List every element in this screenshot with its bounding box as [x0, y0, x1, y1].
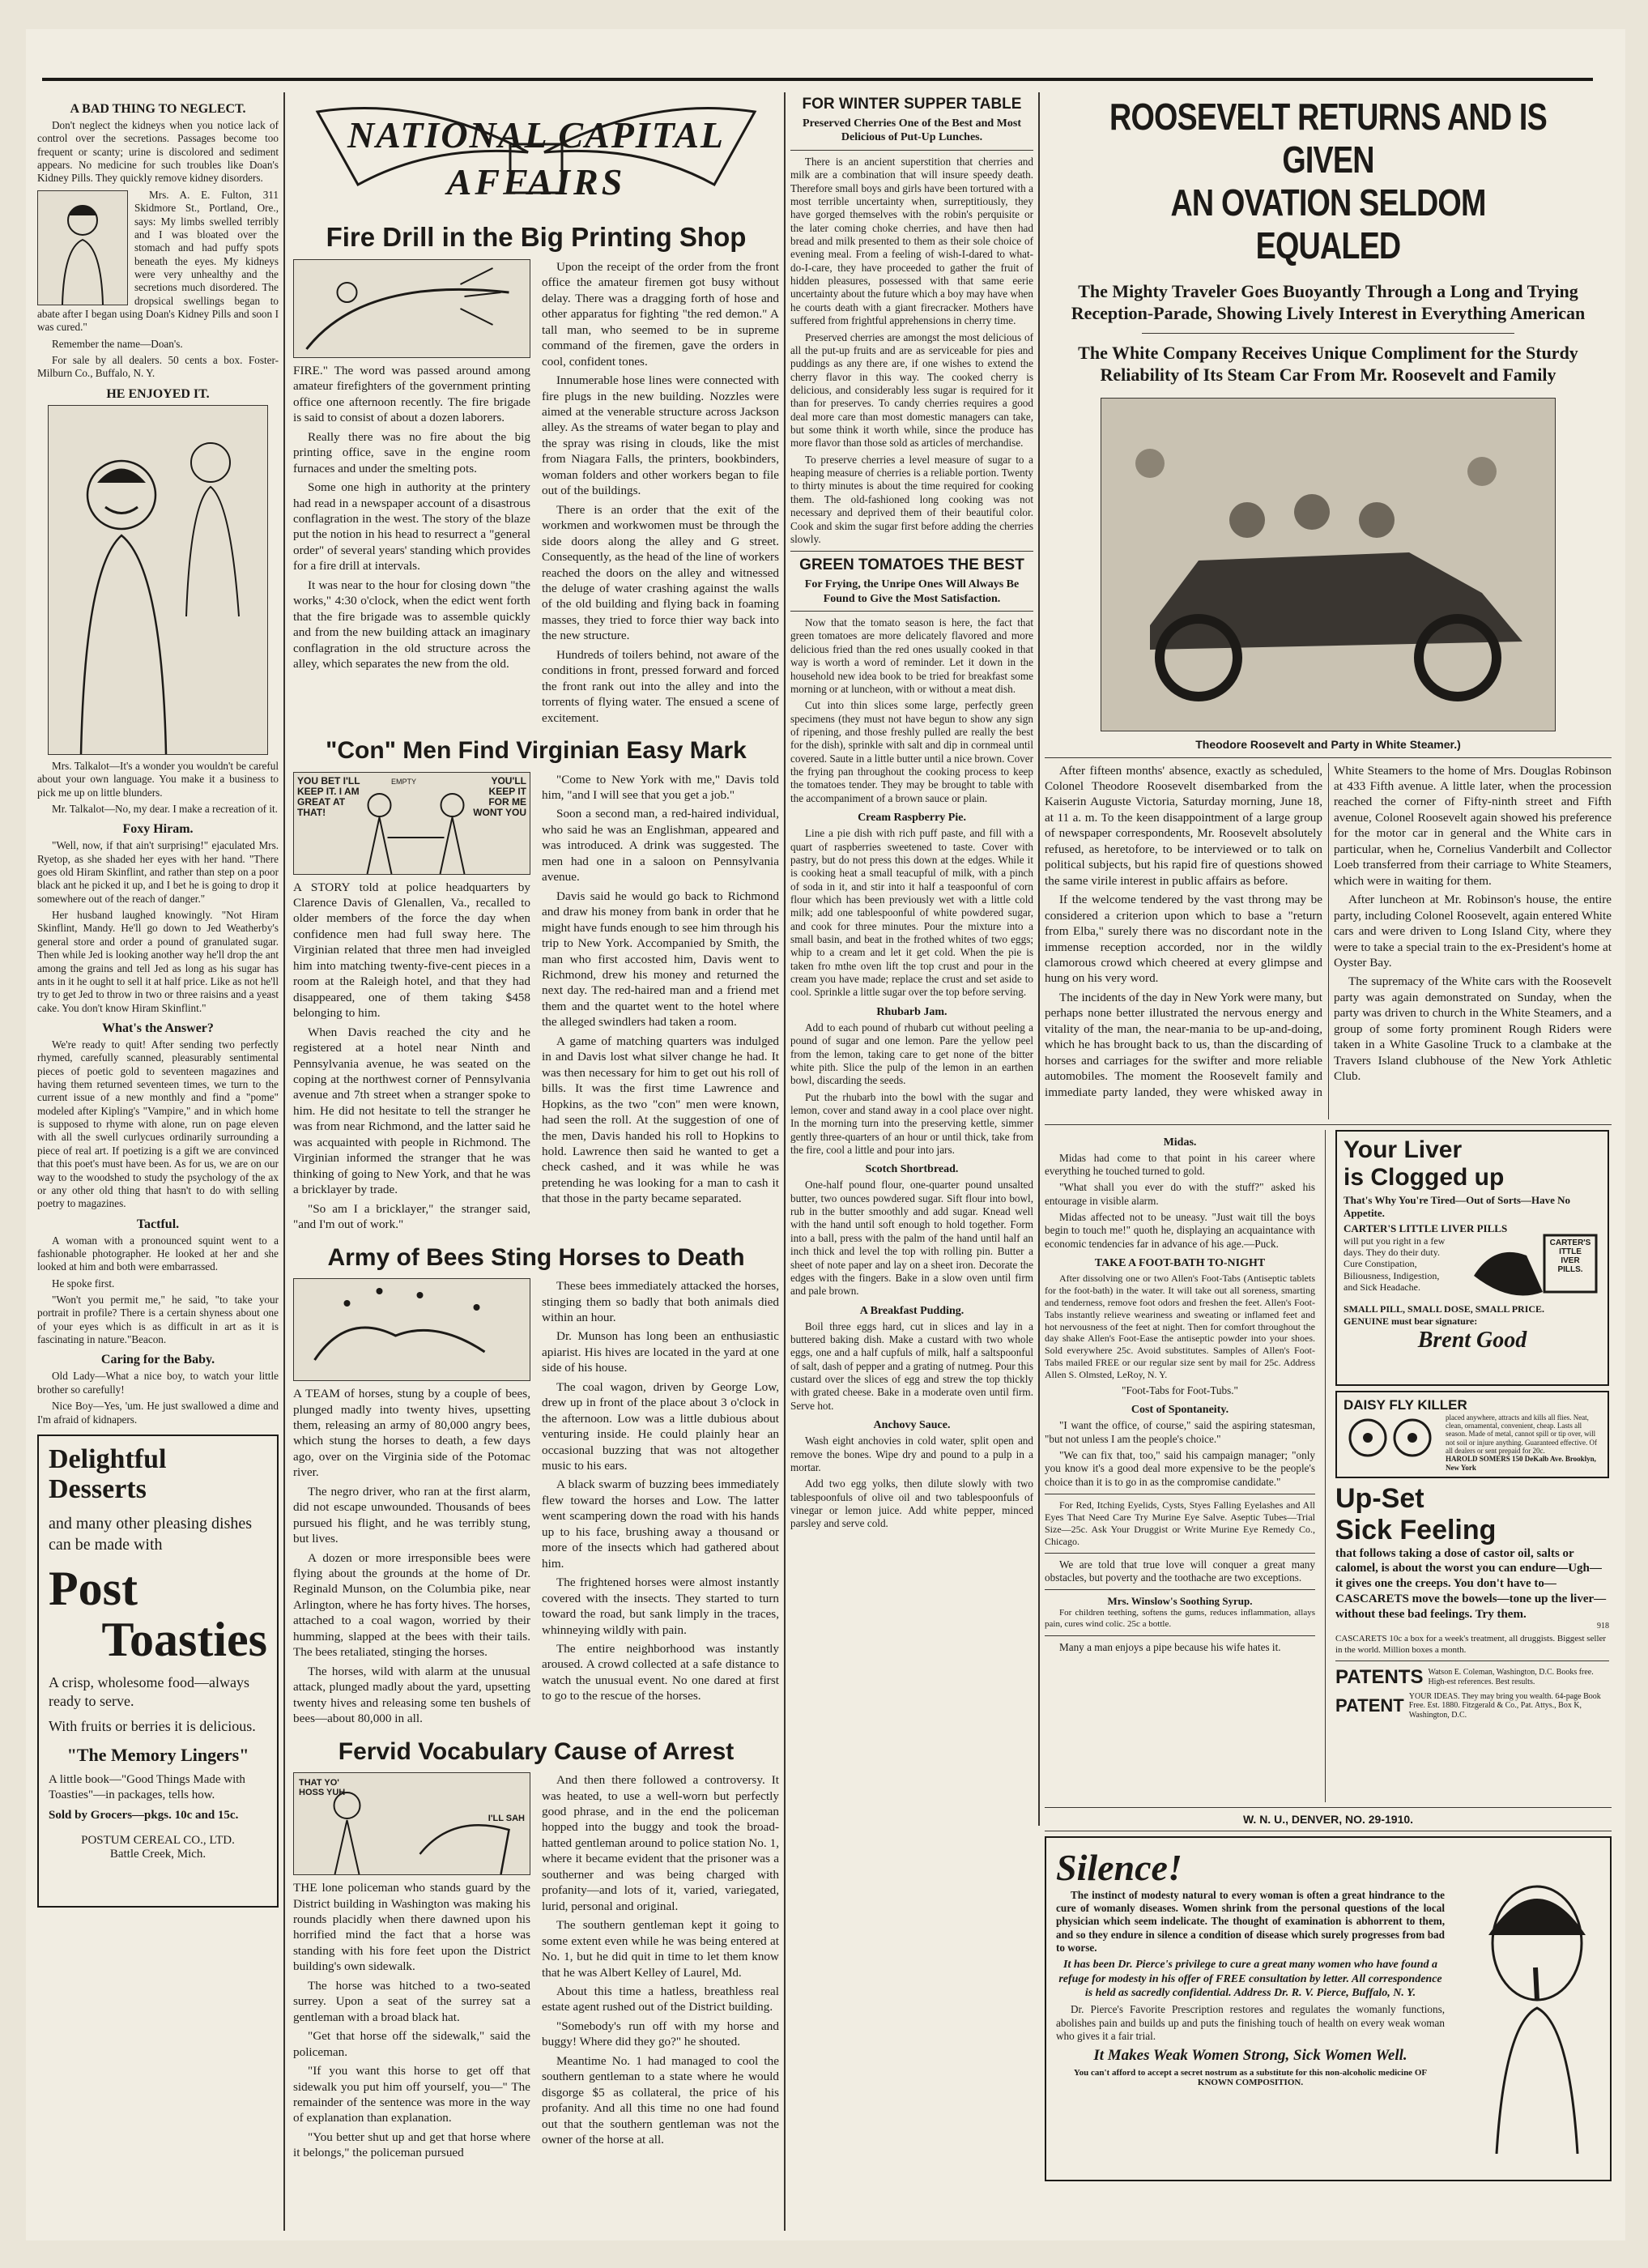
woman-finger-lips-illustration	[1472, 1846, 1602, 2154]
daisy-text: placed anywhere, attracts and kills all flies. Neat, clean, ornamental, convenient, cheap. Lasts all season. Made of metal, cannot spill or tip over, will not soil or injure anything. Guaranteed effective. Of all dealers or sent prepaid for 20c.	[1446, 1413, 1598, 1455]
top-rule	[42, 78, 1593, 81]
toasties-headline: Delightful Desserts	[49, 1443, 167, 1505]
patents-ad-1	[1335, 1666, 1609, 1689]
toasties-line3: With fruits or berries it is delicious.	[49, 1718, 256, 1735]
cascarets-ad	[1335, 1483, 1609, 1656]
supper-p1: There is an ancient superstition that cherries and milk are a combination that will insure speedy death. Therefore small boys and girls have been tortured with a most terrible uncertainty when, surreptitiously, they have gorged themselves with the robin's perquisite or the later coming choke cherries, and have then had bread and milk presented to them as their sole choice of evening meal. From a feeling of wish-I-dared to what-do-I-care, they have proceeded to gather the fruit of hidden pleasures, possessed with that same eerie uncertainty about the future which a boy may have when he courts death with a giant firecracker. Mothers have suffered from frightful apprehensions in cherry time.	[790, 155, 1033, 327]
carters-l5: GENUINE must bear signature:	[1344, 1315, 1478, 1327]
pillbox-label-2: ITTLE	[1559, 1247, 1582, 1256]
anchovy-p2: Add two egg yolks, then dilute slowly with two tablespoonfuls of olive oil and two tablespoonfuls of vinegar or lemon juice. Add white pepper, minced parsley and serve cold.	[790, 1477, 1033, 1530]
roosevelt-headline-2: AN OVATION SELDOM EQUALED	[1170, 181, 1486, 266]
fire-p8: Hundreds of toilers behind, not aware of the conditions in front, pressed forward and forced the front rank out into the alley and into the torrents of flying water. The ensued a scene of excitement.	[542, 647, 779, 725]
bees-p3: A dozen or more irresponsible bees were flying about the grounds at the home of Dr. Reginald Munson, on the Columbia pike, near Arlington, where he has forty hives. The horses, attached to a coal wagon, worried by their humming, slapped at the bees with their tails. The bees retaliated, stinging the horses.	[293, 1550, 530, 1660]
pudding-p1: Boil three eggs hard, cut in slices and lay in a buttered baking dish. Make a custard with two whole eggs, one and a half cupfuls of milk, half a saltspoonful of salt, dash of pepper and a grating of nutmeg. Pour this custard over the slices of egg and strew the top thickly with grated cheese. Bake in a moderate oven until firm. Serve hot.	[790, 1319, 1033, 1412]
tomatoes-subhead: For Frying, the Unripe Ones Will Always Be Found to Give the Most Satisfaction.	[804, 578, 1020, 605]
column-1	[37, 96, 279, 2234]
fervid-p9: "Somebody's run off with my horse and buggy! Where did they go?" he shouted.	[542, 2019, 779, 2049]
fervid-p8: About this time a hatless, breathless real estate agent rushed out of the District building.	[542, 1984, 779, 2014]
silence-p3: Dr. Pierce's Favorite Prescription restores and regulates the womanly functions, abolishes pain and builds up and puts the finishing touch of health on every weak woman who gives it a fair trial.	[1056, 2003, 1445, 2043]
bees-p6: Dr. Munson has long been an enthusiastic apiarist. His hives are located in the yard at one side of his house.	[542, 1329, 779, 1375]
upset-text: that follows taking a dose of castor oil, salts or calomel, is about the worst you can endure—Ugh—it gives one the creeps. You don't have to—CASCARETS move the bowels—tone up the liver—without these bad feelings. Try them.	[1335, 1546, 1607, 1621]
carters-l2: CARTER'S LITTLE LIVER PILLS	[1344, 1221, 1508, 1234]
bees-p9: The frightened horses were almost instantly covered with the insects. They started to turn toward the road, but sank limply in the traces, whinneying wildly with pain.	[542, 1575, 779, 1637]
daisy-flowers-icon	[1344, 1413, 1441, 1462]
fire-p3: Some one high in authority at the printery had read in a newspaper account of a disastrous conflagration in the west. The story of the blaze put the notion in his head to resurrect a "general order" of several years' standing which provides for a fire drill at intervals.	[293, 480, 530, 573]
pillbox-label-3: IVER	[1561, 1256, 1580, 1265]
toasties-slogan: "The Memory Lingers"	[66, 1744, 249, 1765]
silence-p2: It has been Dr. Pierce's privilege to cure a great many women who have found a refuge for modesty in his offer of FREE consultation by letter. All correspondence is held as sacredly confidential. Address Dr. R. V. Pierce, Buffalo, N. Y.	[1058, 1959, 1442, 2000]
shortbread-p1: One-half pound flour, one-quarter pound unsalted butter, two ounces powdered sugar. Sift flour into bowl, rub in the butter smoothly and add sugar. Knead well with the hand until soft enough to hold together. Form into a ball, press with the palm of the hand until half an inch thick and level the top with rolling pin. Butter a sheet of note paper and lay on a sheet iron. Decorate the edges with the fingers. Bake in a slow oven until firm and pale brown.	[790, 1179, 1033, 1298]
toasties-line5: Sold by Grocers—pkgs. 10c and 15c.	[49, 1808, 239, 1822]
tactful-title: Tactful.	[136, 1217, 180, 1231]
con-men-headline: "Con" Men Find Virginian Easy Mark	[326, 737, 747, 765]
roosevelt-deck-2: The White Company Receives Unique Compliment for the Sturdy Reliability of Its Steam Car From Mr. Roosevelt and Family	[1078, 342, 1578, 386]
fire-p5: Upon the receipt of the order from the front office the amateur firemen got busy without delay. There was a dragging forth of hose and other apparatus for fighting "the red demon." A tall man, who seemed to be in supreme command of the firemen, gave the orders in cool, confident tones.	[542, 259, 779, 369]
national-capital-masthead	[309, 96, 763, 217]
bees-p8: A black swarm of buzzing bees immediately flew toward the horses and Low. The latter went scampering down the road with his hands up to his face, brushing away a thousand or more of the insects which had gathered about him.	[542, 1477, 779, 1571]
footbath-p1: After dissolving one or two Allen's Foot-Tabs (Antiseptic tablets for the foot-bath) in the water. It will take out all soreness, smarting and tenderness, remove foot odors and freshen the feet. Allen's Foot-Tabs instantly relieve weariness and sweating or inflamed feet and hot nervousness of the feet at night. Then for comfort throughout the day shake Allen's Foot-Ease the antiseptic powder into your shoes. Sold everywhere 25c. Avoid substitutes. Samples of Allen's Foot-Tabs mailed FREE or our regular size sent by mail for 25c. Address Allen S. Olmsted, LeRoy, N. Y.	[1045, 1273, 1315, 1381]
silence-headline: Silence!	[1056, 1846, 1182, 1888]
anchovy-p1: Wash eight anchovies in cold water, split open and remove the bones. Wipe dry and pound to a pulp in a mortar.	[790, 1435, 1033, 1473]
baby-title: Caring for the Baby.	[100, 1353, 215, 1367]
roosevelt-headline-1: ROOSEVELT RETURNS AND IS GIVEN	[1109, 96, 1547, 181]
answer-title: What's the Answer?	[102, 1021, 214, 1035]
roosevelt-p4: After luncheon at Mr. Robinson's house, the entire party, including Colonel Roosevelt, again entered White cars and were driven to Long Island City, where they were to take a special train to the ex-President's home at Oyster Bay.	[1334, 893, 1612, 970]
raspberry-title: Cream Raspberry Pie.	[858, 812, 966, 825]
con-bubble-3: EMPTY	[391, 777, 417, 786]
bees-headline: Army of Bees Sting Horses to Death	[327, 1243, 745, 1271]
patents2-text: YOUR IDEAS. They may bring you wealth. 64-page Book Free. Est. 1880. Fitzgerald & Co., Pat. Attys., Box K, Washington, D.C.	[1408, 1691, 1601, 1720]
carters-ad	[1335, 1130, 1609, 1386]
patents1-head: PATENTS	[1335, 1665, 1424, 1688]
supper-p2: Preserved cherries are amongst the most delicious of all the put-up fruits and are as serviceable for pies and puddings as any there are, if one wishes to extend the cherry flavor in this way. The cooked cherry is delicious, and considerably less sugar is required for it than for preserves. To candy cherries requires a good deal more care than most domestic managers can take, but some think it worth while, since the produce has more flavor than those sold as articles of merchandise.	[790, 330, 1033, 450]
column-4	[1045, 96, 1612, 2234]
carters-l4: SMALL PILL, SMALL DOSE, SMALL PRICE.	[1344, 1302, 1545, 1315]
daisy-maker: HAROLD SOMERS 150 DeKalb Ave. Brooklyn, New York	[1446, 1455, 1596, 1472]
column-rule-3	[1038, 92, 1040, 1826]
upset-h2: Sick Feeling	[1335, 1514, 1497, 1545]
bees-p4: The horses, wild with alarm at the unusual attack, plunged madly about the yard, upsetting twenty hives and releasing some ten bushels of bees—about 80,000 in all.	[293, 1664, 530, 1726]
silence-p4: You can't afford to accept a secret nostrum as a substitute for this non-alcoholic medicine OF KNOWN COMPOSITION.	[1073, 2067, 1428, 2087]
fire-p1: FIRE." The word was passed around among amateur firefighters of the government printing office one afternoon recently. The fire brigade is said to consist of about a dozen laborers.	[293, 363, 530, 425]
dr-pierce-ad	[1045, 1836, 1612, 2181]
spontaneity-title: Cost of Spontaneity.	[1131, 1404, 1229, 1417]
roosevelt-p2: If the welcome tendered by the vast throng may be considered a criterion upon which to base a "return from Elba," surely there was no discordant note in the immense reception accorded, nor in the wildly clamorous crowd which cheered at every glimpse and hung on his very word.	[1045, 893, 1322, 986]
roosevelt-p5: The supremacy of the White cars with the Roosevelt party was again demonstrated on Sunday, when the party was driven to church in the White Steamers, and a group of some forty prominent Rough Riders were taken in a White Gasoline Truck to a clambake at the Travers Island clubhouse of the New York Athletic Club.	[1334, 974, 1612, 1084]
kidney-woman-illustration	[37, 190, 128, 305]
con-p6: Davis said he would go back to Richmond and draw his money from bank in order that he might have funds enough to see him through his trip to New York. Accompanied by Smith, the man who first accosted him, Davis went to Richmond, drew his money and returned the next day. The red-haired man and a friend met them and the quartet went to the hotel where the alleged swindlers had taken a room.	[542, 889, 779, 1030]
carters-h2: is Clogged up	[1344, 1163, 1505, 1191]
fervid-p5: "You better shut up and get that horse where it belongs," the policeman pursued	[293, 2129, 530, 2160]
winslow-text: For children teething, softens the gums, reduces inflammation, allays pain, cures wind colic. 25c a bottle.	[1045, 1608, 1315, 1629]
roosevelt-p3: The incidents of the day in New York were many, but perhaps none better illustrated the nervous energy and vitality of the man, the near-mania to be up-and-doing, which he has brought back to us, than the discarding of horses and carriages for the swifter and more reliable automobiles. The moment the Roosevelt family and immediate party landed, they were whisked away in White Steamers to the home of Mrs. Douglas Robinson at 433 Fifth avenue. A little later, when the procession reached the corner of Fifty-ninth street and Fifth avenue, Colonel Roosevelt again showed his preference for the motor car in general and the White cars in particular, when he, Cornelius Vanderbilt and Collector Loeb transferred from their carriage to White Steamers, which were in waiting for them.	[1045, 763, 1612, 1099]
pipe-text: Many a man enjoys a pipe because his wife hates it.	[1059, 1640, 1281, 1653]
toasties-city: Battle Creek, Mich.	[109, 1847, 207, 1861]
tactful-p3: "Won't you permit me," he said, "to take your portrait in profile? There is a certain shyness about one of your eyes which is as difficult in art as it is fascinating in nature."Beacon.	[37, 1294, 279, 1346]
pudding-title: A Breakfast Pudding.	[859, 1304, 965, 1317]
fervid-illustration	[293, 1772, 530, 1875]
daisy-fly-killer-ad	[1335, 1391, 1609, 1478]
fervid-p3: "Get that horse off the sidewalk," said the policeman.	[293, 2029, 530, 2059]
raspberry-p1: Line a pie dish with rich puff paste, and fill with a quart of raspberries sweetened to taste. Cover with pastry, but do not press this down at the edges. While it is cooking heat a small teacupful of milk, with a pinch of soda in it, and stir into it half a teaspoonful of corn flour which has been previously wet with a little cold milk; add one tablespoonful of white powdered sugar, and cook for three minutes. Pour the mixture into a small basin, and beat in the frothed whites of two eggs; whip to a cream and let it get cold. When the pie is taken fro mthe oven lift the top crust and pour in the cream you have made; replace the crust and set aside to cool. Sprinkle a little sugar over the top before serving.	[790, 827, 1033, 999]
winslow-title: Mrs. Winslow's Soothing Syrup.	[1107, 1595, 1253, 1608]
con-p2: When Davis reached the city and he registered at a hotel near Ninth and Pennsylvania avenue, he was seated on the coping at the northwest corner of Pennsylvania avenue and 7th street when a stranger spoke to him. He did not hesitate to tell the stranger he was from near Richmond, and the latter said he was acquainted with people in Richmond. The Virginian informed the stranger that he was thinking of going to New York, and that he was a bricklayer by trade.	[293, 1025, 530, 1197]
answer-p1: We're ready to quit! After sending two perfectly rhymed, carefully scanned, pleasurably sentimental pieces of poetic gold to seventeen magazines and having them returned seventeen times, we turn to the current issue of a new monthly and find a "pome" modeled after Kipling's "Vampire," and in which home is supposed to rhyme with alone, run on page eleven with all the swell curlycues ordinarily surrounding a piece of real art. If poetizing is a gift we are convinced that this poet's must have been. As for us, we are on our way to the woodshed to study the psychology of the ax or any other old thing that hasn't to do with selling poetry to magazines.	[37, 1038, 279, 1210]
fire-p6: Innumerable hose lines were connected with fire plugs in the new building. Nozzles were aimed at the venerable structure across Jackson alley. As the streams of water began to play and the spray was rising in clouds, like the mist from Niagara Falls, the printers, bookbinders, woman folders and other workers began to file out of the buildings.	[542, 373, 779, 498]
upset-small: CASCARETS 10c a box for a week's treatment, all druggists. Biggest seller in the world. Million boxes a month.	[1335, 1634, 1607, 1655]
con-p4: "Come to New York with me," Davis told him, "and I will see that you get a job."	[542, 772, 779, 803]
fervid-bubble-1: THAT YO' HOSS YUH	[299, 1778, 346, 1798]
rhubarb-p1: Add to each pound of rhubarb cut without peeling a pound of sugar and one lemon. Pare the yellow peel from the lemon, taking care to get none of the bitter white pith. Slice the pulp of the lemon in an earthen bowl, discarding the seeds.	[790, 1021, 1033, 1087]
baby-p1: Old Lady—What a nice boy, to watch your little brother so carefully!	[37, 1370, 279, 1396]
con-p5: Soon a second man, a red-haired individual, who said he was an Englishman, appeared and was introduced. A drink was suggested. The men had one in a saloon on Pennsylvania avenue.	[542, 807, 779, 885]
post-toasties-ad	[37, 1435, 279, 1908]
fervid-p10: Meantime No. 1 had managed to cool the southern gentleman to a state where he would disgorge $5 as collateral, the price of his profanity. And all this time no one had found out that the southern gentleman was not the owner of the horse at all.	[542, 2053, 779, 2147]
carters-h1: Your Liver	[1344, 1136, 1463, 1163]
silence-h2: It Makes Weak Women Strong, Sick Women Well.	[1093, 2046, 1407, 2064]
roosevelt-p1: After fifteen months' absence, exactly as scheduled, Colonel Theodore Roosevelt disembarked from the Kaiserin Auguste Victoria, Saturday morning, June 18, at 11 a. m. To the keen disappointment of a large group of newspaper correspondents, Mr. Roosevelt absolutely refused, as heretofore, to be interviewed or to talk on political subjects, but his rapid fire of questions showed the same virile interest in public affairs as before.	[1045, 763, 1322, 888]
con-p1: A STORY told at police headquarters by Clarence Davis of Glenallen, Va., recalled to older members of the force the day when confidence men had full sway here. The Virginian related that three men had inveigled him into matching twenty-five-cent pieces in a room at the Raleigh hotel, and that they had disappeared, one of them taking $458 belonging to him.	[293, 880, 530, 1021]
fire-drill-headline: Fire Drill in the Big Printing Shop	[326, 222, 747, 252]
miscellany-subcolumn	[1045, 1130, 1315, 1802]
tomatoes-p1: Now that the tomato season is here, the fact that green tomatoes are more delicately flavored and more delicious fried than the red ones usually cooked in that way is worth a word of reminder. Let it down in the household new idea book to be tried for breakfast some morning or at luncheon, with or without a meat dish.	[790, 616, 1033, 695]
masthead-line-1: NATIONAL CAPITAL	[347, 114, 726, 156]
midas-title: Midas.	[1163, 1136, 1197, 1149]
talkalot-cartoon	[48, 405, 268, 755]
shortbread-title: Scotch Shortbread.	[865, 1163, 959, 1176]
foxy-p2: Her husband laughed knowingly. "Not Hiram Skinflint, Mandy. He'll go down to Jed Weatherby's general store and order a pound of granulated sugar. Then while Jed is looking another way he'll drop the ant among the grains and tell Jed as long as his sugar has ants in it he ought to sell it at half price. Like as not he'll try to get Jed to throw in two or three raisins and a yeast cake. You don't know Hiram Skinflint."	[37, 909, 279, 1014]
con-p3: "So am I a bricklayer," the stranger said, "and I'm out of work."	[293, 1201, 530, 1232]
spontaneity-p1: "I want the office, of course," said the aspiring statesman, "but not unless I am the people's choice."	[1045, 1419, 1315, 1445]
supper-headline: FOR WINTER SUPPER TABLE	[802, 96, 1022, 113]
tomatoes-p2: Cut into thin slices some large, perfectly green specimens (they must not have begun to show any sign of ripening, and those freshly pulled are really the best for the dish), sprinkle with salt and dip in cornmeal until covered. Saute in a little butter until a nice brown. Cover the frying pan throughout the cooking process to keep the tomatoes tender. They may be brought to table with the accompaniment of a brown sauce or plain.	[790, 699, 1033, 804]
spontaneity-p2: "We can fix that, too," said his campaign manager; "only you know it's a good deal more expensive to be the people's choice than it is to go in as the compromise candidate."	[1045, 1449, 1315, 1488]
love-text: We are told that true love will conquer a great many obstacles, but poverty and the toothache are two exceptions.	[1045, 1558, 1315, 1584]
roosevelt-photo-caption: Theodore Roosevelt and Party in White Steamer.)	[1195, 737, 1461, 751]
foxy-p1: "Well, now, if that ain't surprising!" ejaculated Mrs. Ryetop, as she shaded her eyes with her hand. "There goes old Hiram Skinflint, and rather than step on a poor black ant he picked it up, and I bet he is going to drop it somewhere out of the reach of danger."	[37, 839, 279, 905]
tactful-p2: He spoke first.	[52, 1277, 115, 1290]
tactful-p1: A woman with a pronounced squint went to a fashionable photographer. He looked at her and she looked at him and both were embarrassed.	[37, 1234, 279, 1273]
pillbox-label-1: CARTER'S	[1549, 1238, 1591, 1247]
footbath-title: TAKE A FOOT-BATH TO-NIGHT	[1094, 1257, 1266, 1270]
bees-illustration	[293, 1278, 530, 1381]
ads-subcolumn	[1335, 1130, 1609, 1802]
column-rule-2	[784, 92, 786, 2231]
roosevelt-deck-1: The Mighty Traveler Goes Buoyantly Through a Long and Trying Reception-Parade, Showing Lively Interest in Everything American	[1071, 280, 1586, 324]
patents2-head: PATENT	[1335, 1695, 1404, 1716]
fervid-p2: The horse was hitched to a two-seated surrey. Upon a seat of the surrey sat a gentleman with a broad black hat.	[293, 1978, 530, 2024]
con-bubble-1: YOU BET I'LL KEEP IT. I AM GREAT AT THAT!	[297, 774, 360, 819]
carters-l3: will put you right in a few days. They do their duty. Cure Constipation, Biliousness, Indigestion, and Sick Headache.	[1344, 1234, 1446, 1294]
crow-pillbox-icon	[1470, 1227, 1599, 1316]
fervid-headline: Fervid Vocabulary Cause of Arrest	[338, 1737, 735, 1765]
supper-p3: To preserve cherries a level measure of sugar to a heaping measure of cherries is a reliable portion. Twenty to thirty minutes is about the time required for cooking them. The old-fashioned long cooking was not necessary and deprived them of their beautiful color. Cook and skim the sugar first before adding the cherries slowly.	[790, 453, 1033, 545]
con-bubble-2: YOU'LL KEEP IT FOR ME WONT YOU	[473, 774, 526, 819]
footbath-p2: "Foot-Tabs for Foot-Tubs."	[1122, 1383, 1238, 1396]
silence-p1: The instinct of modesty natural to every woman is often a great hindrance to the cure of womanly diseases. Women shrink from the personal questions of the local physician which seem indelicate. The thought of examination is abhorrent to them, and so they endure in silence a condition of disease which surely progresses from bad to worse.	[1056, 1888, 1445, 1954]
toasties-brand-2: Toasties	[101, 1612, 267, 1666]
fire-p2: Really there was no fire about the big printing office, save in the engine room furnaces and under the smelting pots.	[293, 429, 530, 475]
wnu-footer: W. N. U., DENVER, NO. 29-1910.	[1242, 1812, 1414, 1826]
kidney-p2: Mrs. A. E. Fulton, 311 Skidmore St., Portland, Ore., says: My limbs swelled terribly and I was bloated over the stomach and had puffy spots beneath the eyes. My kidneys were very unhealthy and the secretions much disordered. The dropsical swellings began to abate after I began using Doan's Kidney Pills and soon I was cured."	[37, 188, 279, 334]
con-men-illustration	[293, 772, 530, 875]
fervid-p7: The southern gentleman kept it going to some extent even while he was being entered at No. 1, but he did quit in time to let them know that he was Albert Kelley of Laurel, Md.	[542, 1918, 779, 1980]
fervid-p4: "If you want this horse to get off that sidewalk you put him off yourself, you—" The remainder of the sentence was more in the way of explanation than explanation.	[293, 2064, 530, 2125]
enjoyed-p1: Mrs. Talkalot—It's a wonder you wouldn't be careful about your own language. You make it a business to pick me up on little blunders.	[37, 759, 279, 799]
toasties-line4: A little book—"Good Things Made with Toasties"—in packages, tells how.	[49, 1772, 245, 1802]
fire-p4: It was near to the hour for closing down "the works," 4:30 o'clock, when the edict went forth that the fire brigade was to assemble quickly and from the new building attack an imaginary conflagration in the old structure across the alley, which separates the new from the old.	[293, 578, 530, 671]
supper-subhead: Preserved Cherries One of the Best and Most Delicious of Put-Up Lunches.	[803, 117, 1021, 144]
fervid-p6: And then there followed a controversy. It was heated, to use a well-worn but perfectly good phrase, and in the end the policeman hopped into the buggy and took the broad-hatted gentleman around to police station No. 1, where it became evident that the prisoner was a southerner and was being charged with profanity—and lots of it, varied, variegated, lurid, personal and original.	[542, 1773, 779, 1913]
upset-num: 918	[1597, 1622, 1609, 1631]
firemen-hose-icon	[294, 260, 530, 357]
foxy-title: Foxy Hiram.	[122, 822, 194, 837]
woman-figure-icon	[38, 191, 127, 305]
column-rule-1	[283, 92, 285, 2231]
patents-ad-2	[1335, 1692, 1609, 1720]
baby-p2: Nice Boy—Yes, 'um. He just swallowed a dime and I'm afraid of kidnapers.	[37, 1400, 279, 1426]
newspaper-page	[26, 29, 1625, 2240]
toasties-brand-1: Post	[49, 1561, 138, 1615]
fervid-bubble-2: I'LL SAH	[488, 1814, 525, 1824]
toasties-line1: and many other pleasing dishes can be made with	[49, 1514, 253, 1554]
fire-p7: There is an order that the exit of the workmen and workwomen must be through the side doors along the alley and G street. Consequently, as the head of the line of workers reached the doors on the alley and witnessed the deluge of water crashing against the walls of the old building and flying back in foaming masses, they tried to force thier way back into the new structure.	[542, 502, 779, 643]
enjoyed-p2: Mr. Talkalot—No, my dear. I make a recreation of it.	[52, 802, 278, 815]
couple-cartoon-icon	[49, 406, 267, 754]
toasties-maker: POSTUM CEREAL CO., LTD.	[81, 1833, 235, 1847]
upset-h1: Up-Set	[1335, 1482, 1424, 1514]
woman-portrait-icon	[1472, 1846, 1602, 2154]
carters-signature: Brent Good	[1417, 1327, 1527, 1353]
daisy-title: DAISY FLY KILLER	[1344, 1396, 1467, 1413]
carters-l1: That's Why You're Tired—Out of Sorts—Have No Appetite.	[1344, 1193, 1571, 1219]
bees-p2: The negro driver, who ran at the first alarm, did not escape unwounded. Thousands of bees pursued his flight, and he was terribly stung, but lives.	[293, 1484, 530, 1546]
fervid-p1: THE lone policeman who stands guard by the District building in Washington was making his rounds placidly when there dawned upon his horrified mind the fact that a horse was standing with his fore feet upon the District building's own sidewalk.	[293, 1881, 530, 1974]
kidney-p1: Don't neglect the kidneys when you notice lack of control over the secretions. Passages become too frequent or scanty; urine is discolored and sediment appears. No medicine for such troubles like Doan's Kidney Pills. They quickly remove kidney disorders.	[37, 119, 279, 185]
rhubarb-p2: Put the rhubarb into the bowl with the sugar and lemon, cover and stand away in a cool place over night. In the morning turn into the preserving kettle, simmer gently three-quarters of an hour or until thick, take from the fire, cool a little and pour into jars.	[790, 1090, 1033, 1157]
horses-bees-icon	[294, 1279, 530, 1380]
masthead-line-2: AFFAIRS	[446, 161, 626, 202]
kidney-p3: Remember the name—Doan's.	[52, 337, 183, 350]
kidney-p4: For sale by all dealers. 50 cents a box. Foster-Milburn Co., Buffalo, N. Y.	[37, 354, 279, 380]
enjoyed-title: HE ENJOYED IT.	[106, 386, 210, 401]
bees-p10: The entire neighborhood was instantly aroused. A crowd collected at a safe distance to watch the unusual event. No one dared at first to go to the rescue of the horses.	[542, 1642, 779, 1703]
pillbox-label-4: PILLS.	[1557, 1264, 1583, 1274]
bees-p5: These bees immediately attacked the horses, stinging them so badly that both animals died within an hour.	[542, 1279, 779, 1324]
murine-ad: For Red, Itching Eyelids, Cysts, Styes Falling Eyelashes and All Eyes That Need Care Try Murine Eye Salve. Aseptic Tubes—Trial Size—25c. Ask Your Druggist or Write Murine Eye Remedy Co., Chicago.	[1045, 1499, 1315, 1547]
rhubarb-title: Rhubarb Jam.	[876, 1005, 947, 1018]
patents1-text: Watson E. Coleman, Washington, D.C. Books free. High-est references. Best results.	[1428, 1668, 1594, 1686]
fire-drill-illustration	[293, 259, 530, 358]
con-p7: A game of matching quarters was indulged in and Davis lost what silver change he had. It was then necessary for him to get out his roll of bills. It was the first time Lawrence and Hopkins, as the two "con" men were known, had seen the roll. At the suggestion of one of the men, Davis handed his roll to Hopkins to hold. Lawrence then said he wanted to get a check cashed, and it was while he was pretending he was looking for a man to cash it that those in the party became separated.	[542, 1034, 779, 1206]
bees-p7: The coal wagon, driven by George Low, drew up in front of the place about 3 o'clock in the afternoon. Low was a little dubious about venturing inside. He could plainly hear an occasional buzzing that was not altogether music to his ears.	[542, 1379, 779, 1473]
anchovy-title: Anchovy Sauce.	[873, 1419, 951, 1432]
kidney-title: A BAD THING TO NEGLECT.	[70, 102, 246, 116]
bees-p1: A TEAM of horses, stung by a couple of bees, plunged madly into twenty hives, upsetting them, releasing an army of 80,000 angry bees, which stung the horses to death, a few days ago, over on the Virginia side of the Potomac river.	[293, 1387, 530, 1480]
tomatoes-headline: GREEN TOMATOES THE BEST	[799, 556, 1024, 574]
toasties-line2: A crisp, wholesome food—always ready to serve.	[49, 1673, 249, 1710]
column-2	[293, 96, 779, 2234]
midas-p2: "What shall you ever do with the stuff?" asked his entourage in visible alarm.	[1045, 1181, 1315, 1207]
midas-p1: Midas had come to that point in his career where everything he touched turned to gold.	[1045, 1151, 1315, 1177]
steam-car-photo-icon	[1101, 399, 1555, 731]
roosevelt-photo	[1101, 398, 1556, 731]
midas-p3: Midas affected not to be uneasy. "Just wait till the boys begin to touch me!" quoth he, displaying an acquaintance with economic tendencies far in advance of his age.—Puck.	[1045, 1211, 1315, 1250]
column-3	[790, 96, 1033, 2234]
